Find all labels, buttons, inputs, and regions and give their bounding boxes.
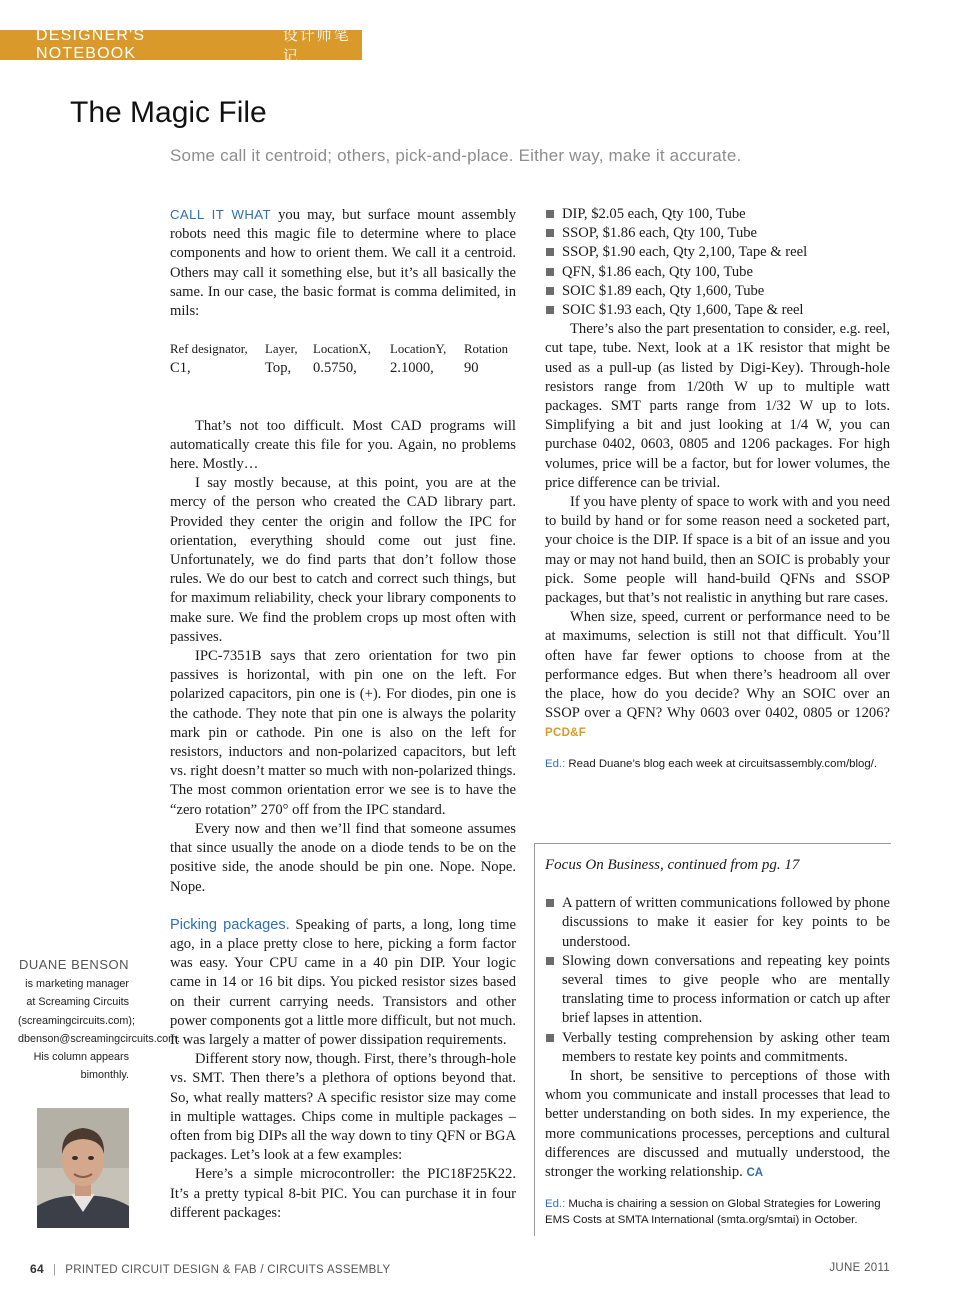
centroid-table [170,340,516,378]
business-list [545,894,890,1067]
editor-note: Ed.: Read Duane’s blog each week at circuitsassembly.com/blog/. [545,757,877,770]
table-header: LocationY, [390,342,447,357]
paragraph-picking-packages: Picking packages. Speaking of parts, a long, long time ago, in a place pretty close to here, picking a form factor was easy. Your CPU came in a 40 pin DIP. Your logic came in 14 or 16 bit dips. You picked resistor sizes based on their current carrying needs. Transistors and other power components got a little more difficult, but not much. It was largely a matter of power dissipation requirements. [170,916,516,1048]
end-tag: PCD&F [545,727,587,740]
table-cell: Top, [265,360,292,377]
paragraph: Here’s a simple microcontroller: the PIC18F25K22. It’s a pretty typical 8-bit PIC. You can purchase it in four different packages: [170,1166,516,1221]
table-cell: 0.5750, [313,360,357,377]
editor-label: Ed.: [545,1198,566,1211]
author-photo [37,1108,129,1228]
list-item: SOIC $1.89 each, Qty 1,600, Tube [545,282,890,301]
editor-label: Ed.: [545,757,566,770]
continued-content [545,856,890,1228]
article-deck: Some call it centroid; others, pick-and-place. Either way, make it accurate. [170,146,742,165]
paragraph: There’s also the part presentation to consider, e.g. reel, cut tape, tube. Next, look at a 1K resistor that might be used as a pull-up (as listed by Digi-Key). Through-hole resistors range from 1/20th W up to multiple watt packages. SMT parts range from 1/32 W up to lots. Simplifying a bit and just looking at 1/4 W, you can purchase 0402, 0603, 0805 and 1206 packages. For high volumes, price will be a factor, but for lower volumes, the price difference can be trivial. [545,321,890,491]
list-item: SSOP, $1.86 each, Qty 100, Tube [545,224,890,243]
paragraph: In short, be sensitive to perceptions of those with whom you communicate and install processes that lead to better understanding on both sides. In my experience, the more communications processes, perceptions and cultural differences are discussed and mutually understood, the stronger the working relationship. CA [545,1068,890,1181]
table-header: Rotation [464,342,509,357]
package-list [545,205,890,320]
list-item: SSOP, $1.90 each, Qty 2,100, Tape & reel [545,243,890,262]
editor-note: Ed.: Mucha is chairing a session on Global Strategies for Lowering EMS Costs at SMTA International (smta.org/smtai) in October. [545,1198,881,1227]
page-number: 64 [30,1262,44,1276]
publication-name: PRINTED CIRCUIT DESIGN & FAB / CIRCUITS ASSEMBLY [65,1264,391,1276]
column-left [170,205,516,1223]
paragraph: That’s not too difficult. Most CAD programs will automatically create this file for you. Again, no problems here. Mostly… [170,417,516,473]
issue-date: JUNE 2011 [829,1262,890,1274]
table-header: LocationX, [313,342,371,357]
footer-divider: | [52,1264,57,1276]
paragraph: I say mostly because, at this point, you are at the mercy of the person who created the CAD library part. Provided they center the origin and follow the IPC for orientation, everything should come out just fine. Unfortunately, we do find parts that don’t follow those rules. We do our best to catch and correct such things, but for maximum reliability, check your library components to make sure. We find the problem crops up most often with passives. [170,475,516,645]
table-cell: C1, [170,360,191,377]
paragraph: Different story now, though. First, there’s through-hole vs. SMT. Then there’s a plethora of options beyond that. So, what really matters? A specific resistor size may come in multiple wattages. Chips come in multiple packages – often from big DIPs all the way down to tiny QFN or BGA packages. Let’s look at a few examples: [170,1051,517,1164]
table-cell: 90 [464,360,479,377]
section-banner [0,27,362,65]
list-item: Verbally testing comprehension by asking other team members to restate key points and commitments. [545,1029,890,1067]
table-cell: 2.1000, [390,360,434,377]
section-label: DESIGNER'S NOTEBOOK [36,27,146,62]
list-item: DIP, $2.05 each, Qty 100, Tube [545,205,890,224]
list-item: SOIC $1.93 each, Qty 1,600, Tape & reel [545,301,890,320]
paragraph-intro: CALL IT WHAT you may, but surface mount assembly robots need this magic file to determine where to place components and how to orient them. We call it a centroid. Others may call it something else, but it’s all basically the same. In our case, the basic format is comma delimited, in mils: [170,207,516,320]
paragraph: IPC-7351B says that zero orientation for two pin passives is horizontal, with pin one on the left. For polarized capacitors, pin one is (+). For diodes, pin one is the cathode. They note that pin one is always the polarity mark pin or cathode. Pin one is also on the left for resistors, inductors and non-polarized capacitors, but left vs. right doesn’t matter so much with non-polarized things. The most common orientation error we see is to have the “zero rotation” 270° off from the IPC standard. [170,648,516,818]
paragraph: Every now and then we’ll find that someone assumes that since usually the anode on a diode tends to be on the positive side, the anode should be pin one. Nope. Nope. Nope. [170,820,516,895]
paragraph: When size, speed, current or performance need to be at maximums, selection is still not that difficult. You’ll often have far fewer options to choose from at the performance edges. But when there’s headroom all over the place, how do you decide? Why an SOIC over an SSOP over a QFN? Why 0603 over 0402, 0805 or 1206? PCD&F [545,609,890,740]
list-item: A pattern of written communications followed by phone discussions to make it easier for key points to be understood. [545,894,890,952]
section-label-chinese: 设计师笔记 [282,27,351,65]
lead-in: CALL IT WHAT [170,207,271,222]
list-item: Slowing down conversations and repeating key points several times to give people who are mentally translating time to process information or catch up after brief lapses in attention. [545,952,890,1029]
subhead: Picking packages. [170,916,290,933]
end-tag: CA [746,1167,764,1180]
author-portrait-icon [37,1108,129,1228]
box-heading: Focus On Business, continued from pg. 17 [545,857,800,873]
author-name: DUANE BENSON [18,957,129,972]
author-description: is marketing manager at Screaming Circuits (screamingcircuits.com); dbenson@screamingcircuits.com. His column appears bimonthly. [18,978,181,1082]
column-right [545,205,890,772]
article-title: The Magic File [70,96,267,129]
list-item: QFN, $1.86 each, Qty 100, Tube [545,263,890,282]
author-bio [18,956,181,1084]
table-header: Ref designator, [170,342,248,357]
table-header: Layer, [265,342,298,357]
page-footer [30,1262,890,1276]
paragraph: If you have plenty of space to work with and you need to build by hand or for some reason need a socketed part, your choice is the DIP. If space is a bit of an issue and you may or may not hand build, then an SOIC is probably your pick. Some people will hand-build QFNs and SSOP packages, but that’s not realistic in anything but rare cases. [545,494,890,607]
